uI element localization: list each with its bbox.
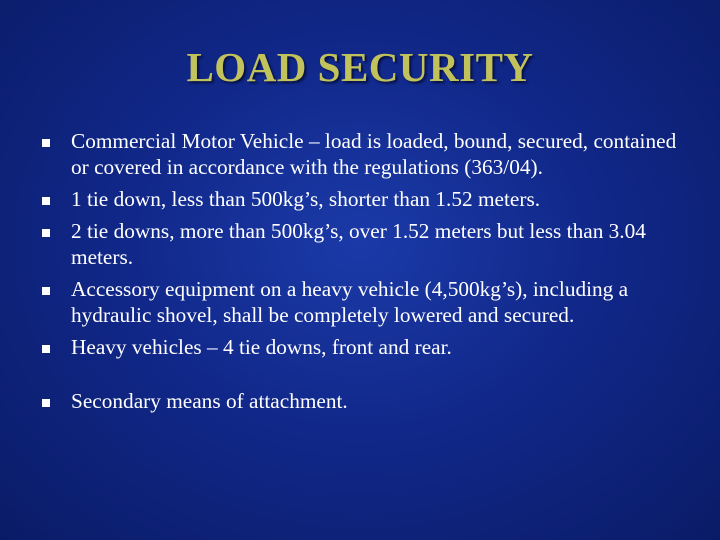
bullet-text: Secondary means of attachment. xyxy=(71,389,348,413)
square-bullet-icon xyxy=(42,139,50,147)
square-bullet-icon xyxy=(42,399,50,407)
bullet-item-two-tie-downs xyxy=(0,218,720,270)
bullet-item-accessory-equipment xyxy=(0,276,720,328)
bullet-item-secondary-attachment xyxy=(0,388,720,414)
bullet-list xyxy=(0,128,720,420)
bullet-text: 2 tie downs, more than 500kg’s, over 1.52 meters but less than 3.04 meters. xyxy=(71,219,646,269)
square-bullet-icon xyxy=(42,197,50,205)
bullet-text: Commercial Motor Vehicle – load is loaded, bound, secured, contained or covered in accordance with the regulations (363/04). xyxy=(71,129,677,179)
bullet-item-heavy-vehicles xyxy=(0,334,720,360)
bullet-text: Heavy vehicles – 4 tie downs, front and rear. xyxy=(71,335,452,359)
square-bullet-icon xyxy=(42,287,50,295)
bullet-item-one-tie-down xyxy=(0,186,720,212)
bullet-text: Accessory equipment on a heavy vehicle (4,500kg’s), including a hydraulic shovel, shall be completely lowered and secured. xyxy=(71,277,629,327)
square-bullet-icon xyxy=(42,345,50,353)
bullet-item-commercial-vehicle xyxy=(0,128,720,180)
square-bullet-icon xyxy=(42,229,50,237)
slide-title: LOAD SECURITY xyxy=(186,44,534,90)
bullet-text: 1 tie down, less than 500kg’s, shorter than 1.52 meters. xyxy=(71,187,541,211)
